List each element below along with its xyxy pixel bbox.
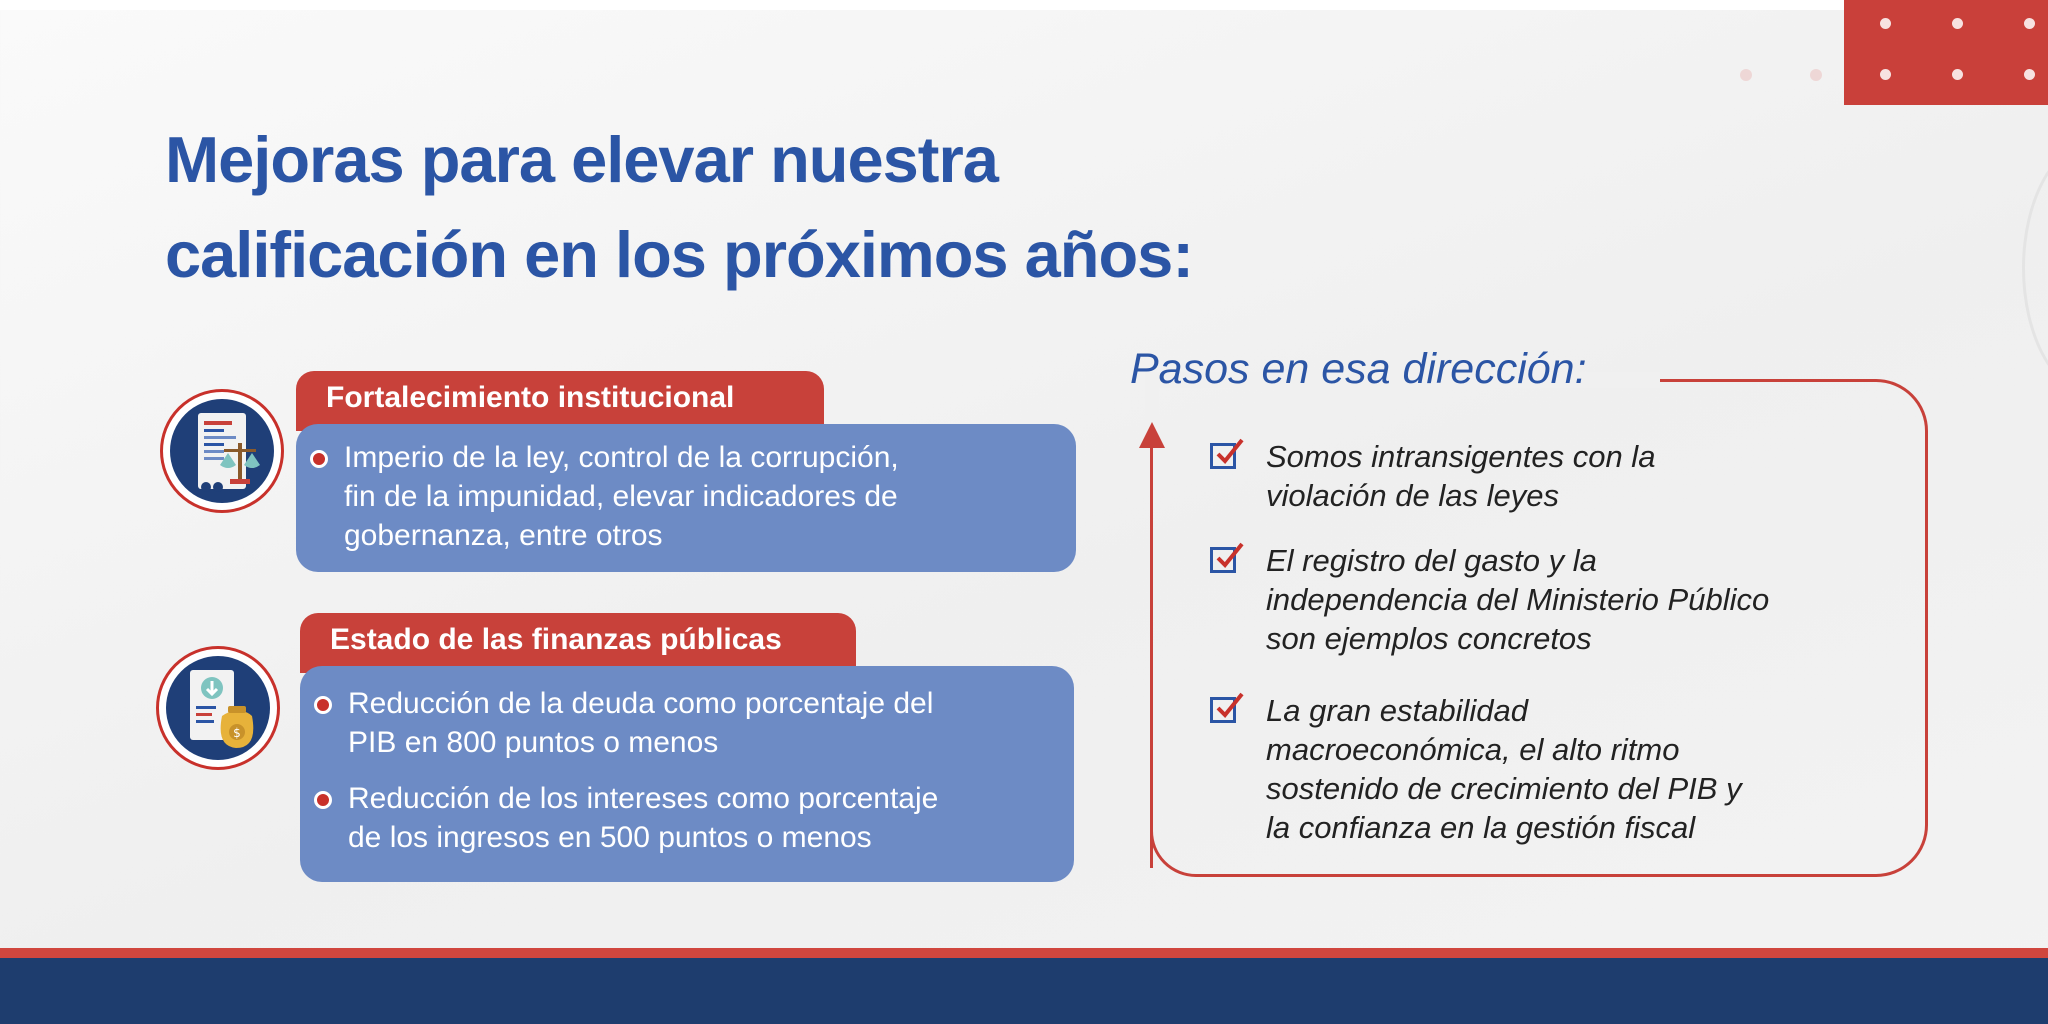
- bullet-text: PIB en 800 puntos o menos: [348, 726, 719, 759]
- bullet-text: gobernanza, entre otros: [344, 519, 663, 552]
- section-heading-tab: Estado de las finanzas públicas: [300, 613, 856, 673]
- page-title-line: calificación en los próximos años:: [165, 218, 1193, 291]
- arrow-up-icon: [1139, 422, 1165, 448]
- bullet-text: Reducción de los intereses como porcentaje: [348, 782, 939, 815]
- svg-text:$: $: [233, 726, 241, 740]
- step-text: sostenido de crecimiento del PIB y: [1266, 771, 1742, 806]
- step-item: [1210, 437, 1910, 515]
- list-item: [300, 779, 1058, 857]
- step-text: La gran estabilidad: [1266, 693, 1528, 728]
- list-item: [296, 438, 1056, 555]
- step-text: El registro del gasto y la: [1266, 543, 1597, 578]
- decor-arc: [2022, 140, 2048, 396]
- document-justice-scale-icon-graphic: [170, 399, 274, 503]
- bullet-text: fin de la impunidad, elevar indicadores de: [344, 480, 898, 513]
- icon-background: [170, 399, 274, 503]
- decor-dot: [1740, 69, 1752, 81]
- step-text: son ejemplos concretos: [1266, 621, 1592, 656]
- footer-red-stripe: [0, 948, 2048, 958]
- decor-dot: [2024, 69, 2035, 80]
- step-text: Somos intransigentes con la: [1266, 439, 1656, 474]
- step-item: [1210, 541, 1910, 658]
- list-item: [300, 684, 1058, 762]
- corner-decoration: [1844, 0, 2048, 105]
- icon-background: [166, 656, 270, 760]
- checkbox-checked-icon: [1210, 697, 1236, 723]
- section-card: [296, 424, 1076, 572]
- step-text: la confianza en la gestión fiscal: [1266, 810, 1696, 845]
- step-text: violación de las leyes: [1266, 478, 1559, 513]
- bullet-text: de los ingresos en 500 puntos o menos: [348, 821, 872, 854]
- decor-dot: [1880, 18, 1891, 29]
- decor-dot: [2024, 18, 2035, 29]
- checkbox-checked-icon: [1210, 443, 1236, 469]
- document-money-bag-icon-graphic: [166, 656, 270, 760]
- page-title: [165, 112, 1193, 302]
- document-money-bag-icon: [156, 646, 280, 770]
- step-text: independencia del Ministerio Público: [1266, 582, 1770, 617]
- bullet-dot: [314, 791, 332, 809]
- decor-dot: [1880, 69, 1891, 80]
- steps-title: Pasos en esa dirección:: [1130, 345, 1587, 393]
- footer-blue-band: [0, 958, 2048, 1024]
- bullet-dot: [310, 450, 328, 468]
- checkbox-checked-icon: [1210, 547, 1236, 573]
- page-title-line: Mejoras para elevar nuestra: [165, 123, 998, 196]
- decor-dot: [1952, 18, 1963, 29]
- document-justice-scale-icon: [160, 389, 284, 513]
- progress-arrow-line: [1150, 428, 1153, 868]
- section-heading-tab: Fortalecimiento institucional: [296, 371, 824, 431]
- decor-dot: [1952, 69, 1963, 80]
- step-text: macroeconómica, el alto ritmo: [1266, 732, 1680, 767]
- bullet-text: Imperio de la ley, control de la corrupción,: [344, 441, 899, 474]
- bullet-text: Reducción de la deuda como porcentaje del: [348, 687, 934, 720]
- section-card: [300, 666, 1074, 882]
- decor-dot: [1810, 69, 1822, 81]
- step-item: [1210, 691, 1910, 847]
- bullet-dot: [314, 696, 332, 714]
- top-strip: [0, 0, 2048, 10]
